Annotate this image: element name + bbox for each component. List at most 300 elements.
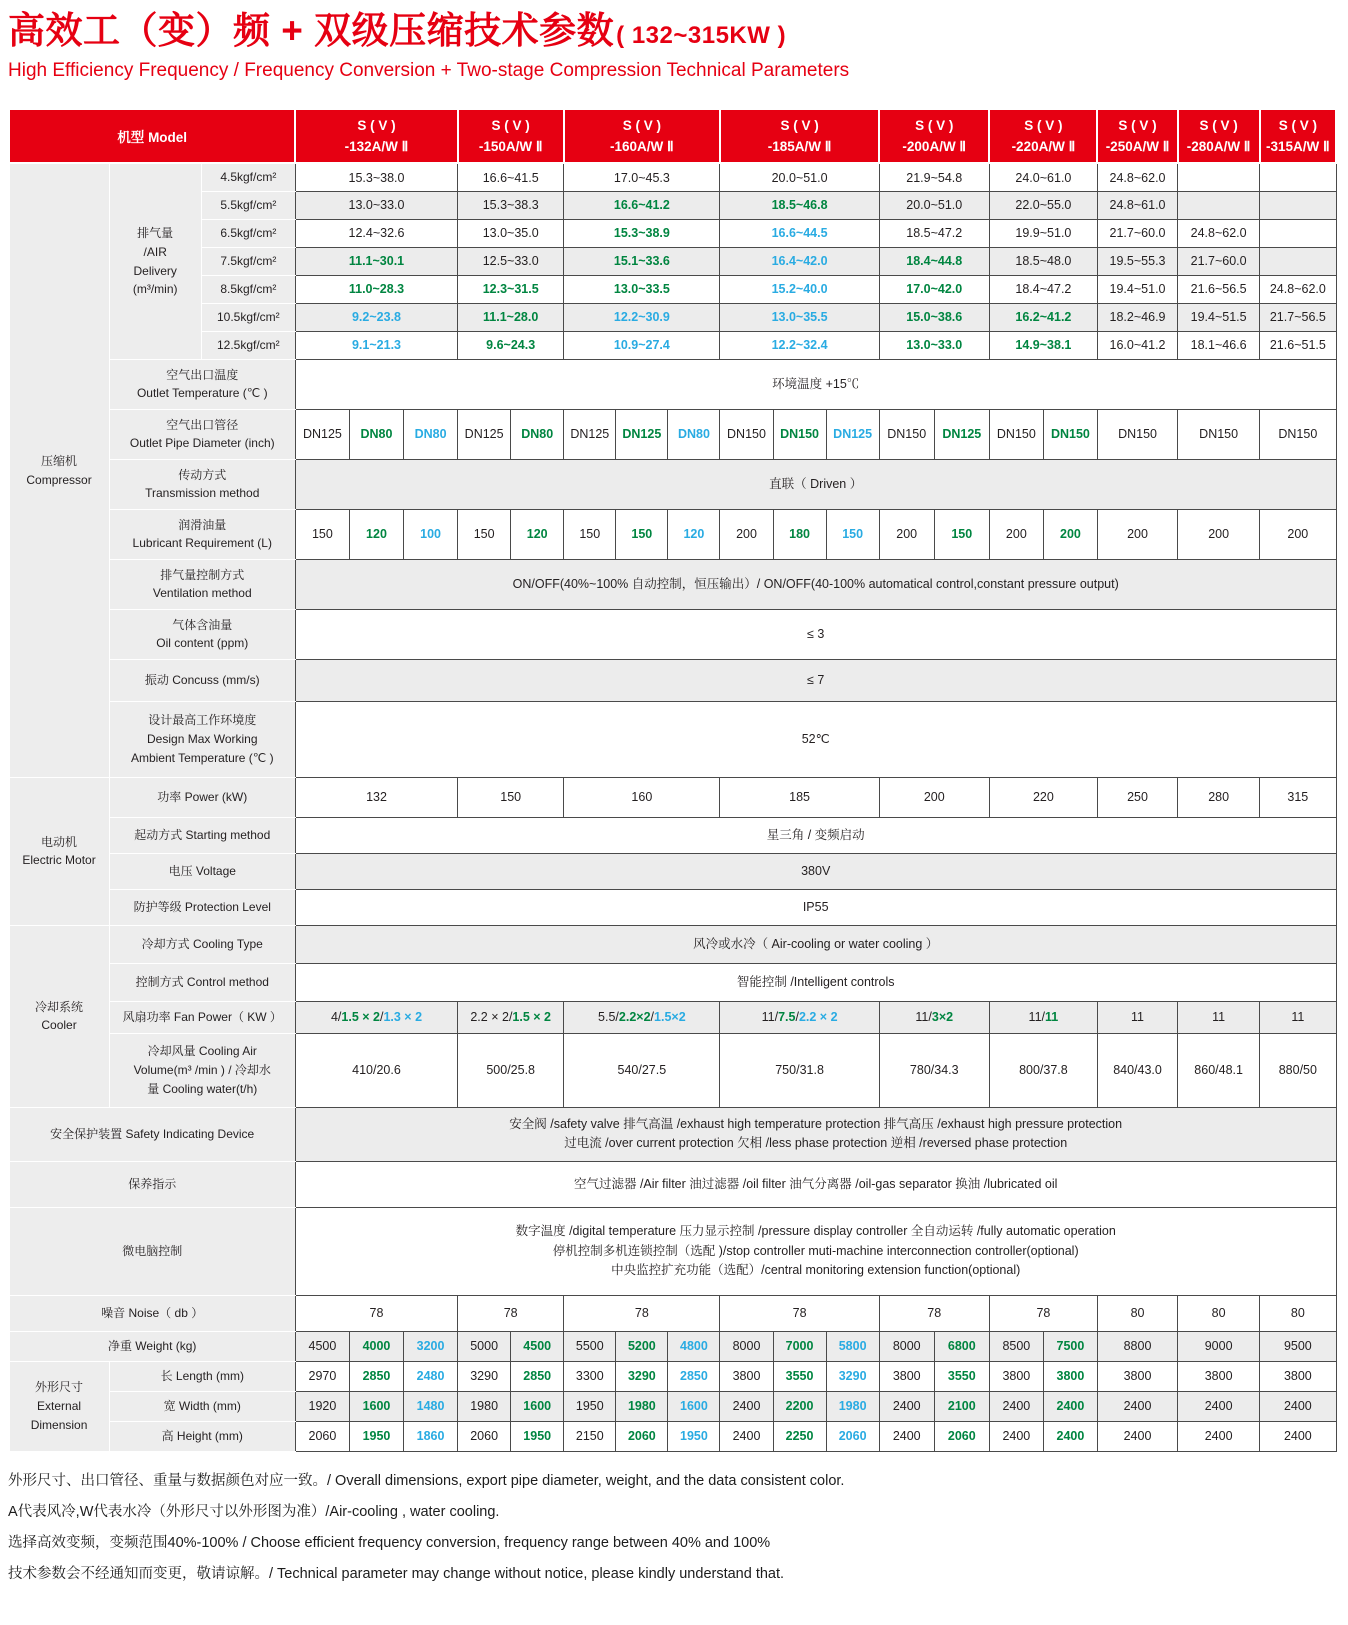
value-text: 9.2~23.8 <box>351 310 401 325</box>
value-text: 80 <box>1130 1306 1145 1321</box>
label-line: 电动机 <box>41 834 78 849</box>
label-line: Delivery <box>133 263 177 278</box>
cell-length-132-2 <box>349 1361 403 1391</box>
cell-air-65-315 <box>1260 219 1336 247</box>
model-header-label: 机型 Model <box>9 109 295 163</box>
label-air-105 <box>201 303 295 331</box>
cell-fan-power-315 <box>1260 1001 1336 1033</box>
label-oil-content <box>109 609 295 659</box>
row-voltage <box>9 853 1336 889</box>
cell-cooling-volume-280 <box>1178 1033 1260 1107</box>
label-lubricant <box>109 509 295 559</box>
value-text: DN150 <box>727 427 766 442</box>
cell-height-185-3 <box>826 1421 879 1451</box>
value-text: 21.7~60.0 <box>1109 226 1166 241</box>
cell-air-65-160 <box>564 219 720 247</box>
value-text: 1920 <box>308 1399 337 1414</box>
value-text: 500/25.8 <box>486 1063 536 1077</box>
label-line: 380V <box>801 863 831 878</box>
row-air-105 <box>9 303 1336 331</box>
value-text: 3800 <box>732 1369 761 1384</box>
value-concuss <box>295 659 1336 701</box>
value-text: 12.3~31.5 <box>482 282 539 297</box>
value-text: DN125 <box>302 427 342 442</box>
label-line: -220A/W Ⅱ <box>1011 139 1076 155</box>
cell-air-45-150 <box>458 163 564 191</box>
cell-height-250-1 <box>1097 1421 1177 1451</box>
row-weight <box>9 1331 1336 1361</box>
cell-lubricant-160-3 <box>668 509 720 559</box>
label-line: 润滑油量 <box>178 517 227 532</box>
cell-outlet-pipe-132-3 <box>404 409 458 459</box>
cell-noise-220 <box>989 1295 1097 1331</box>
value-text: 5000 <box>470 1339 499 1354</box>
label-line: 空气出口温度 <box>166 367 239 382</box>
value-text: 10.9~27.4 <box>613 338 670 353</box>
cell-weight-132-3 <box>404 1331 458 1361</box>
value-text: 16.6~44.5 <box>771 226 828 241</box>
cell-air-45-220 <box>989 163 1097 191</box>
cell-width-250-1 <box>1097 1391 1177 1421</box>
cell-cooling-volume-185 <box>720 1033 879 1107</box>
label-line: 排气量控制方式 <box>160 567 245 582</box>
cell-outlet-pipe-160-1 <box>564 409 616 459</box>
value-text: 1980 <box>627 1399 656 1414</box>
value-text: 840/43.0 <box>1113 1063 1162 1077</box>
label-line: External <box>37 1398 82 1413</box>
cell-outlet-pipe-220-1 <box>989 409 1043 459</box>
cell-power-220 <box>989 777 1097 817</box>
label-line: 冷却方式 Cooling Type <box>141 936 263 951</box>
cell-length-132-1 <box>295 1361 349 1391</box>
cell-air-125-250 <box>1097 331 1177 359</box>
cell-fan-power-132: 4/1.5 × 2/1.3 × 2 <box>295 1001 457 1033</box>
value-text: 11 <box>1045 1010 1059 1025</box>
value-text: 200 <box>1060 527 1081 542</box>
value-text: 2060 <box>947 1429 976 1444</box>
value-text: 2400 <box>1056 1429 1085 1444</box>
label-line: 12.5kgf/cm² <box>216 337 280 352</box>
value-text: 24.8~62.0 <box>1109 170 1166 185</box>
value-text: 1980 <box>470 1399 499 1414</box>
row-air-45 <box>9 163 1336 191</box>
cell-width-160-1 <box>564 1391 616 1421</box>
value-text: 9.1~21.3 <box>351 338 401 353</box>
cell-lubricant-132-3 <box>404 509 458 559</box>
cell-weight-160-1 <box>564 1331 616 1361</box>
cell-air-75-160 <box>564 247 720 275</box>
value-text: DN80 <box>521 427 554 442</box>
value-starting <box>295 817 1336 853</box>
value-text: 21.9~54.8 <box>906 170 963 185</box>
cell-length-160-1 <box>564 1361 616 1391</box>
cell-air-75-185 <box>720 247 879 275</box>
cell-air-55-150 <box>458 191 564 219</box>
cell-power-132 <box>295 777 457 817</box>
cell-noise-200 <box>879 1295 989 1331</box>
label-line: 安全保护装置 Safety Indicating Device <box>50 1126 255 1141</box>
model-header-185 <box>720 109 879 163</box>
cell-height-132-1 <box>295 1421 349 1451</box>
label-line: /AIR <box>143 244 167 259</box>
cell-lubricant-132-1 <box>295 509 349 559</box>
value-outlet-temp <box>295 359 1336 409</box>
value-text: 22.0~55.0 <box>1015 198 1072 213</box>
cell-air-125-160 <box>564 331 720 359</box>
cell-outlet-pipe-150-2 <box>511 409 564 459</box>
row-transmission <box>9 459 1336 509</box>
value-text: 780/34.3 <box>909 1063 959 1077</box>
cell-air-75-280 <box>1178 247 1260 275</box>
value-text: 150 <box>951 527 973 542</box>
value-text: 2970 <box>308 1369 337 1384</box>
cell-height-200-2 <box>934 1421 989 1451</box>
value-text: 2150 <box>575 1429 604 1444</box>
cell-air-85-200 <box>879 275 989 303</box>
value-text: 2400 <box>1123 1399 1152 1414</box>
cell-outlet-pipe-132-1 <box>295 409 349 459</box>
cell-width-200-1 <box>879 1391 934 1421</box>
cell-air-125-150 <box>458 331 564 359</box>
cell-air-75-315 <box>1260 247 1336 275</box>
row-width <box>9 1391 1336 1421</box>
label-outlet-pipe <box>109 409 295 459</box>
value-text: 18.1~46.6 <box>1190 338 1247 353</box>
row-protection <box>9 889 1336 925</box>
label-line: Volume(m³ /min ) / 冷却水 <box>133 1062 271 1077</box>
cell-cooling-volume-160 <box>564 1033 720 1107</box>
row-ventilation <box>9 559 1336 609</box>
cell-outlet-pipe-160-3 <box>668 409 720 459</box>
label-line: Cooler <box>41 1018 77 1033</box>
value-text: 18.5~47.2 <box>906 226 963 241</box>
value-text: 24.0~61.0 <box>1015 170 1072 185</box>
value-text: 18.2~46.9 <box>1109 310 1166 325</box>
label-line: 压缩机 <box>41 453 78 468</box>
cell-air-75-220 <box>989 247 1097 275</box>
category-cooling-type <box>9 925 109 1107</box>
value-text: 5800 <box>838 1339 867 1354</box>
value-text: 2400 <box>732 1429 761 1444</box>
cell-lubricant-220-2 <box>1043 509 1097 559</box>
value-text: 3200 <box>416 1339 445 1354</box>
value-text: 2400 <box>732 1399 761 1414</box>
label-transmission <box>109 459 295 509</box>
label-line: 功率 Power (kW) <box>157 789 248 804</box>
cell-height-160-3 <box>668 1421 720 1451</box>
cell-cooling-volume-200 <box>879 1033 989 1107</box>
cell-height-315-1 <box>1260 1421 1336 1451</box>
cell-noise-150 <box>458 1295 564 1331</box>
value-text: 5500 <box>575 1339 604 1354</box>
cell-air-105-200 <box>879 303 989 331</box>
value-text: 150 <box>473 527 495 542</box>
category-air-45 <box>9 163 109 777</box>
cell-power-250 <box>1097 777 1177 817</box>
cell-length-315-1 <box>1260 1361 1336 1391</box>
cell-air-55-220 <box>989 191 1097 219</box>
model-header-315 <box>1260 109 1336 163</box>
cell-air-105-220 <box>989 303 1097 331</box>
cell-air-55-185 <box>720 191 879 219</box>
label-line: 高 Height (mm) <box>161 1428 243 1443</box>
footnote-4: 技术参数会不经通知而变更，敬请谅解。/ Technical parameter may change without notice, please kindly understand that. <box>8 1566 785 1583</box>
cell-air-65-250 <box>1097 219 1177 247</box>
label-line: 宽 Width (mm) <box>163 1398 241 1413</box>
value-text: 2400 <box>1002 1399 1031 1414</box>
cell-air-125-315 <box>1260 331 1336 359</box>
cell-air-45-280 <box>1178 163 1260 191</box>
cell-length-280-1 <box>1178 1361 1260 1391</box>
cell-air-45-160 <box>564 163 720 191</box>
label-line: -160A/W Ⅱ <box>610 139 674 155</box>
value-text: 7500 <box>1056 1339 1085 1354</box>
cell-weight-150-2 <box>511 1331 564 1361</box>
value-text: 800/37.8 <box>1019 1063 1068 1077</box>
label-outlet-temp <box>109 359 295 409</box>
cell-length-160-3 <box>668 1361 720 1391</box>
value-text: 3290 <box>838 1369 867 1384</box>
cell-height-132-2 <box>349 1421 403 1451</box>
value-text: 16.2~41.2 <box>1015 310 1072 325</box>
label-line: 停机控制多机连锁控制（选配 )/stop controller muti-machine interconnection controller(optional) <box>552 1243 1079 1258</box>
cell-air-65-132 <box>295 219 457 247</box>
value-text: 78 <box>369 1306 384 1321</box>
cell-outlet-pipe-185-2 <box>773 409 826 459</box>
footnote-1: 外形尺寸、出口管径、重量与数据颜色对应一致。/ Overall dimensions, export pipe diameter, weight, and the data consistent color. <box>8 1472 845 1489</box>
cell-fan-power-250 <box>1097 1001 1177 1033</box>
value-text: 13.0~33.0 <box>906 338 963 353</box>
cell-cooling-volume-132 <box>295 1033 457 1107</box>
value-text: 5200 <box>627 1339 656 1354</box>
cell-weight-185-3 <box>826 1331 879 1361</box>
cell-air-125-185 <box>720 331 879 359</box>
value-text: 150 <box>500 790 522 805</box>
cell-air-45-185 <box>720 163 879 191</box>
cell-length-185-3 <box>826 1361 879 1391</box>
cell-air-75-200 <box>879 247 989 275</box>
cell-outlet-pipe-185-1 <box>720 409 773 459</box>
cell-lubricant-185-3 <box>826 509 879 559</box>
cell-width-160-2 <box>616 1391 668 1421</box>
cell-air-65-220 <box>989 219 1097 247</box>
cell-air-85-132 <box>295 275 457 303</box>
cell-height-132-3 <box>404 1421 458 1451</box>
label-line: 电压 Voltage <box>168 863 236 878</box>
label-line: -132A/W Ⅱ <box>344 139 409 155</box>
value-text: 13.0~35.0 <box>482 226 539 241</box>
footnote-2: A代表风冷,W代表水冷（外形尺寸以外形图为准）/Air-cooling , water cooling. <box>8 1503 500 1520</box>
value-text: 220 <box>1032 790 1054 805</box>
value-text: 2400 <box>1204 1399 1233 1414</box>
value-text: 16.6~41.5 <box>482 170 539 185</box>
value-text: DN150 <box>1199 427 1239 442</box>
value-text: 11 <box>761 1010 775 1025</box>
value-ventilation <box>295 559 1336 609</box>
cell-lubricant-200-2 <box>934 509 989 559</box>
value-protection <box>295 889 1336 925</box>
value-text: DN150 <box>996 427 1036 442</box>
cell-outlet-pipe-150-1 <box>458 409 511 459</box>
label-starting <box>109 817 295 853</box>
parameters-table-container <box>8 108 1340 1452</box>
cell-air-125-200 <box>879 331 989 359</box>
value-text: 9500 <box>1283 1339 1312 1354</box>
cell-weight-150-1 <box>458 1331 511 1361</box>
value-text: DN125 <box>833 427 873 442</box>
label-noise <box>9 1295 295 1331</box>
value-text: 8000 <box>892 1339 921 1354</box>
cell-weight-220-1 <box>989 1331 1043 1361</box>
cell-air-55-160 <box>564 191 720 219</box>
value-text: 8000 <box>732 1339 761 1354</box>
cell-length-150-2 <box>511 1361 564 1391</box>
label-air-85 <box>201 275 295 303</box>
label-line: 起动方式 Starting method <box>134 827 271 842</box>
cell-power-150 <box>458 777 564 817</box>
row-design-max <box>9 701 1336 777</box>
cell-width-150-2 <box>511 1391 564 1421</box>
label-line: 微电脑控制 <box>122 1243 183 1258</box>
label-line: 防护等级 Protection Level <box>133 899 271 914</box>
value-text: 2850 <box>680 1369 708 1384</box>
value-text: 3800 <box>1056 1369 1085 1384</box>
label-line: 52℃ <box>801 731 830 746</box>
label-line: 排气量 <box>137 226 174 241</box>
cell-air-105-315 <box>1260 303 1336 331</box>
value-text: 15.3~38.9 <box>613 226 670 241</box>
value-text: 2.2 × 2 <box>470 1010 509 1025</box>
value-text: 11 <box>1212 1010 1226 1025</box>
row-safety <box>9 1107 1336 1161</box>
value-text: 150 <box>579 527 601 542</box>
cell-width-315-1 <box>1260 1391 1336 1421</box>
value-cooling-type <box>295 925 1336 963</box>
cell-air-85-220 <box>989 275 1097 303</box>
cell-noise-185 <box>720 1295 879 1331</box>
value-text: 2.2 × 2 <box>798 1010 838 1025</box>
cell-air-105-132 <box>295 303 457 331</box>
cell-length-200-1 <box>879 1361 934 1391</box>
value-text: 15.3~38.0 <box>348 170 405 185</box>
cell-fan-power-185: 11/7.5/2.2 × 2 <box>720 1001 879 1033</box>
cell-height-160-1 <box>564 1421 616 1451</box>
page-header <box>8 8 1340 82</box>
cell-noise-132 <box>295 1295 457 1331</box>
label-line: Outlet Temperature (℃ ) <box>136 386 268 401</box>
value-text: 1.3 × 2 <box>383 1010 423 1025</box>
value-text: 1860 <box>416 1429 445 1444</box>
cell-width-280-1 <box>1178 1391 1260 1421</box>
value-text: 19.4~51.0 <box>1109 282 1166 297</box>
value-text: 2.2×2 <box>618 1010 651 1025</box>
label-line: 环境温度 +15℃ <box>772 376 860 391</box>
value-text: 4500 <box>523 1339 552 1354</box>
label-line: 智能控制 /Intelligent controls <box>736 974 895 989</box>
value-text: 11 <box>1028 1010 1042 1025</box>
value-text: 16.6~41.2 <box>613 198 670 213</box>
label-line: 数字温度 /digital temperature 压力显示控制 /pressure display controller 全自动运转 /fully automatic operation <box>515 1224 1116 1239</box>
cell-air-55-315 <box>1260 191 1336 219</box>
label-line: 冷却风量 Cooling Air <box>147 1044 257 1059</box>
label-line: Ambient Temperature (℃ ) <box>130 750 274 765</box>
value-transmission <box>295 459 1336 509</box>
value-text: 200 <box>736 527 757 542</box>
cell-air-85-150 <box>458 275 564 303</box>
value-text: 2400 <box>1056 1399 1085 1414</box>
value-safety <box>295 1107 1336 1161</box>
label-line: S ( V ) <box>491 117 530 133</box>
label-line: -315A/W Ⅱ <box>1266 139 1330 155</box>
row-air-85 <box>9 275 1336 303</box>
value-text: 12.5~33.0 <box>482 254 539 269</box>
value-text: DN150 <box>1278 427 1318 442</box>
cell-lubricant-160-2 <box>616 509 668 559</box>
label-line: 长 Length (mm) <box>160 1368 244 1383</box>
value-text: 150 <box>311 527 333 542</box>
value-text: 11.1~30.1 <box>348 254 405 269</box>
cell-weight-315-1 <box>1260 1331 1336 1361</box>
cell-noise-160 <box>564 1295 720 1331</box>
value-text: DN150 <box>780 427 820 442</box>
value-text: 2400 <box>1283 1399 1312 1414</box>
value-text: DN150 <box>1050 427 1090 442</box>
cell-height-150-1 <box>458 1421 511 1451</box>
cell-weight-200-1 <box>879 1331 934 1361</box>
cell-air-105-250 <box>1097 303 1177 331</box>
cell-weight-250-1 <box>1097 1331 1177 1361</box>
value-text: 3800 <box>892 1369 921 1384</box>
cell-lubricant-185-1 <box>720 509 773 559</box>
cell-height-160-2 <box>616 1421 668 1451</box>
value-text: 78 <box>634 1306 649 1321</box>
cell-lubricant-150-1 <box>458 509 511 559</box>
row-oil-content <box>9 609 1336 659</box>
cell-air-55-132 <box>295 191 457 219</box>
cell-air-85-185 <box>720 275 879 303</box>
row-noise <box>9 1295 1336 1331</box>
value-text: 750/31.8 <box>775 1063 824 1077</box>
label-line: Compressor <box>26 472 92 487</box>
value-text: 160 <box>631 790 653 805</box>
value-text: 4500 <box>308 1339 337 1354</box>
label-line: 设计最高工作环境度 <box>148 713 257 728</box>
value-text: DN125 <box>464 427 504 442</box>
value-text: 13.0~35.5 <box>771 310 828 325</box>
value-text: 2060 <box>627 1429 656 1444</box>
value-text: DN80 <box>360 427 393 442</box>
row-air-65 <box>9 219 1336 247</box>
value-text: 78 <box>503 1306 518 1321</box>
label-line: S ( V ) <box>780 117 819 133</box>
cell-air-125-132 <box>295 331 457 359</box>
cell-outlet-pipe-250-1 <box>1097 409 1177 459</box>
value-text: 200 <box>896 527 918 542</box>
value-text: 8800 <box>1123 1339 1152 1354</box>
cell-fan-power-150: 2.2 × 2/1.5 × 2 <box>458 1001 564 1033</box>
value-text: 12.2~30.9 <box>613 310 670 325</box>
value-text: 11 <box>1291 1010 1305 1025</box>
value-text: 2400 <box>1123 1429 1152 1444</box>
value-text: 3550 <box>947 1369 976 1384</box>
value-text: 2200 <box>785 1399 814 1414</box>
value-text: 15.2~40.0 <box>771 282 828 297</box>
value-text: 2100 <box>947 1399 976 1414</box>
row-air-55 <box>9 191 1336 219</box>
label-line: 气体含油量 <box>172 617 233 632</box>
page-title <box>8 8 1340 54</box>
model-header-280 <box>1178 109 1260 163</box>
